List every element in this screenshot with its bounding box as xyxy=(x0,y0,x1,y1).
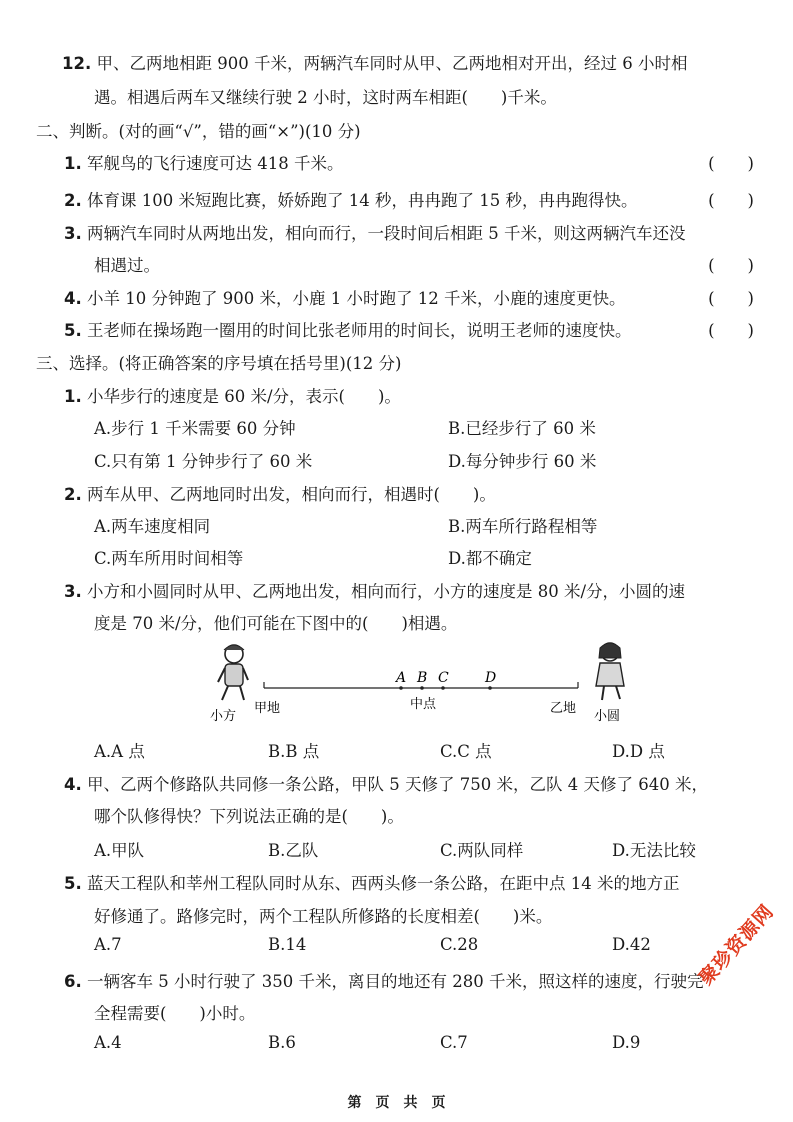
midpoint-label: 中点 xyxy=(410,697,437,712)
choice-q3-stem xyxy=(64,578,685,602)
point-a-dot xyxy=(399,686,403,690)
person-left-figure xyxy=(218,645,248,700)
answer-blank[interactable]: ( ) xyxy=(708,256,754,275)
q12-line1 xyxy=(62,50,687,74)
judge-item-number: 1. xyxy=(64,154,82,173)
question-number: 1. xyxy=(64,387,82,406)
choice-q1-stem xyxy=(64,383,401,407)
q4-option-b[interactable]: B.乙队 xyxy=(268,841,319,860)
judge-item-number: 3. xyxy=(64,224,82,243)
question-text: 小华步行的速度是 60 米/分，表示( )。 xyxy=(87,387,401,406)
q1-option-a[interactable]: A.步行 1 千米需要 60 分钟 xyxy=(94,419,296,438)
q3-option-b[interactable]: B.B 点 xyxy=(268,742,320,761)
choice-q4-stem xyxy=(64,771,708,795)
judge-item-text: 军舰鸟的飞行速度可达 418 千米。 xyxy=(87,154,344,173)
question-text: 蓝天工程队和莘州工程队同时从东、西两头修一条公路，在距中点 14 米的地方正 xyxy=(87,874,680,893)
q4-option-c[interactable]: C.两队同样 xyxy=(440,841,524,860)
answer-blank[interactable]: ( ) xyxy=(708,191,754,210)
watermark-stamp: 聚珍资源网 xyxy=(694,900,779,990)
q2-option-d[interactable]: D.都不确定 xyxy=(448,549,532,568)
judge-item-1 xyxy=(64,150,754,174)
choice-q2-stem xyxy=(64,481,496,505)
answer-blank[interactable]: ( ) xyxy=(708,321,754,340)
choice-q6-stem-cont: 全程需要( )小时。 xyxy=(94,1004,256,1023)
judge-item-text: 相遇过。 xyxy=(94,256,160,275)
q2-option-b[interactable]: B.两车所行路程相等 xyxy=(448,517,598,536)
page-footer: 第 页 共 页 xyxy=(347,1095,446,1111)
q6-option-c[interactable]: C.7 xyxy=(440,1033,468,1052)
section3-heading: 三、选择。(将正确答案的序号填在括号里)(12 分) xyxy=(36,354,402,373)
point-a-label: A xyxy=(396,670,407,686)
question-number: 3. xyxy=(64,582,82,601)
judge-item-text: 王老师在操场跑一圈用的时间比张老师用的时间长，说明王老师的速度快。 xyxy=(87,321,632,340)
q2-option-a[interactable]: A.两车速度相同 xyxy=(94,517,211,536)
q6-option-a[interactable]: A.4 xyxy=(94,1033,122,1052)
judge-item-2 xyxy=(64,187,754,211)
q2-option-c[interactable]: C.两车所用时间相等 xyxy=(94,549,244,568)
section2-heading: 二、判断。(对的画“√”，错的画“×”)(10 分) xyxy=(36,122,361,141)
judge-item-5 xyxy=(64,317,754,341)
q6-option-d[interactable]: D.9 xyxy=(612,1033,641,1052)
person-left-label: 小方 xyxy=(210,709,237,724)
question-number: 2. xyxy=(64,485,82,504)
question-text: 两车从甲、乙两地同时出发，相向而行，相遇时( )。 xyxy=(87,485,496,504)
answer-blank[interactable]: ( ) xyxy=(708,154,754,173)
q4-option-d[interactable]: D.无法比较 xyxy=(612,841,696,860)
q5-option-d[interactable]: D.42 xyxy=(612,935,651,954)
start-place-label: 甲地 xyxy=(254,701,281,716)
judge-item-number: 5. xyxy=(64,321,82,340)
q12-text-line1: 甲、乙两地相距 900 千米，两辆汽车同时从甲、乙两地相对开出，经过 6 小时相 xyxy=(96,54,688,73)
question-number: 5. xyxy=(64,874,82,893)
end-place-label: 乙地 xyxy=(550,701,577,716)
point-b-dot xyxy=(420,686,424,690)
question-number: 6. xyxy=(64,972,82,991)
choice-q4-stem-cont: 哪个队修得快？下列说法正确的是( )。 xyxy=(94,807,404,826)
question-text: 小方和小圆同时从甲、乙两地出发，相向而行，小方的速度是 80 米/分，小圆的速 xyxy=(87,582,686,601)
person-right-figure xyxy=(596,643,624,700)
judge-item-number: 2. xyxy=(64,191,82,210)
q1-option-d[interactable]: D.每分钟步行 60 米 xyxy=(448,452,597,471)
q4-option-a[interactable]: A.甲队 xyxy=(94,841,145,860)
person-right-label: 小圆 xyxy=(594,709,621,724)
point-d-dot xyxy=(488,686,492,690)
judge-item-number: 4. xyxy=(64,289,82,308)
choice-q3-stem-cont: 度是 70 米/分，他们可能在下图中的( )相遇。 xyxy=(94,614,458,633)
point-d-label: D xyxy=(485,670,497,686)
point-b-label: B xyxy=(417,670,428,686)
judge-item-text: 两辆汽车同时从两地出发，相向而行，一段时间后相距 5 千米，则这两辆汽车还没 xyxy=(87,224,686,243)
q12-number: 12. xyxy=(62,54,92,73)
judge-item-3 xyxy=(64,220,754,244)
judge-item-4 xyxy=(64,285,754,309)
q12-text-line2: 遇。相遇后两车又继续行驶 2 小时，这时两车相距( )千米。 xyxy=(94,88,557,107)
point-c-label: C xyxy=(438,670,449,686)
answer-blank[interactable]: ( ) xyxy=(708,289,754,308)
choice-q6-stem xyxy=(64,968,703,992)
q5-option-c[interactable]: C.28 xyxy=(440,935,479,954)
question-text: 甲、乙两个修路队共同修一条公路，甲队 5 天修了 750 米，乙队 4 天修了 640 米， xyxy=(87,775,708,794)
judge-item-text: 小羊 10 分钟跑了 900 米，小鹿 1 小时跑了 12 千米，小鹿的速度更快。 xyxy=(87,289,626,308)
point-c-dot xyxy=(441,686,445,690)
q6-option-b[interactable]: B.6 xyxy=(268,1033,296,1052)
choice-q5-stem-cont: 好修通了。路修完时，两个工程队所修路的长度相差( )米。 xyxy=(94,907,553,926)
q3-option-d[interactable]: D.D 点 xyxy=(612,742,665,761)
question-number: 4. xyxy=(64,775,82,794)
meeting-diagram xyxy=(200,636,660,736)
q1-option-b[interactable]: B.已经步行了 60 米 xyxy=(448,419,596,438)
q3-option-a[interactable]: A.A 点 xyxy=(94,742,145,761)
judge-item-text: 体育课 100 米短跑比赛，娇娇跑了 14 秒，冉冉跑了 15 秒，冉冉跑得快。 xyxy=(87,191,638,210)
q1-option-c[interactable]: C.只有第 1 分钟步行了 60 米 xyxy=(94,452,313,471)
q5-option-b[interactable]: B.14 xyxy=(268,935,307,954)
q3-option-c[interactable]: C.C 点 xyxy=(440,742,492,761)
choice-q5-stem xyxy=(64,870,680,894)
judge-item-3-cont xyxy=(94,252,754,276)
question-text: 一辆客车 5 小时行驶了 350 千米，离目的地还有 280 千米，照这样的速度，行驶完 xyxy=(87,972,704,991)
q5-option-a[interactable]: A.7 xyxy=(94,935,122,954)
